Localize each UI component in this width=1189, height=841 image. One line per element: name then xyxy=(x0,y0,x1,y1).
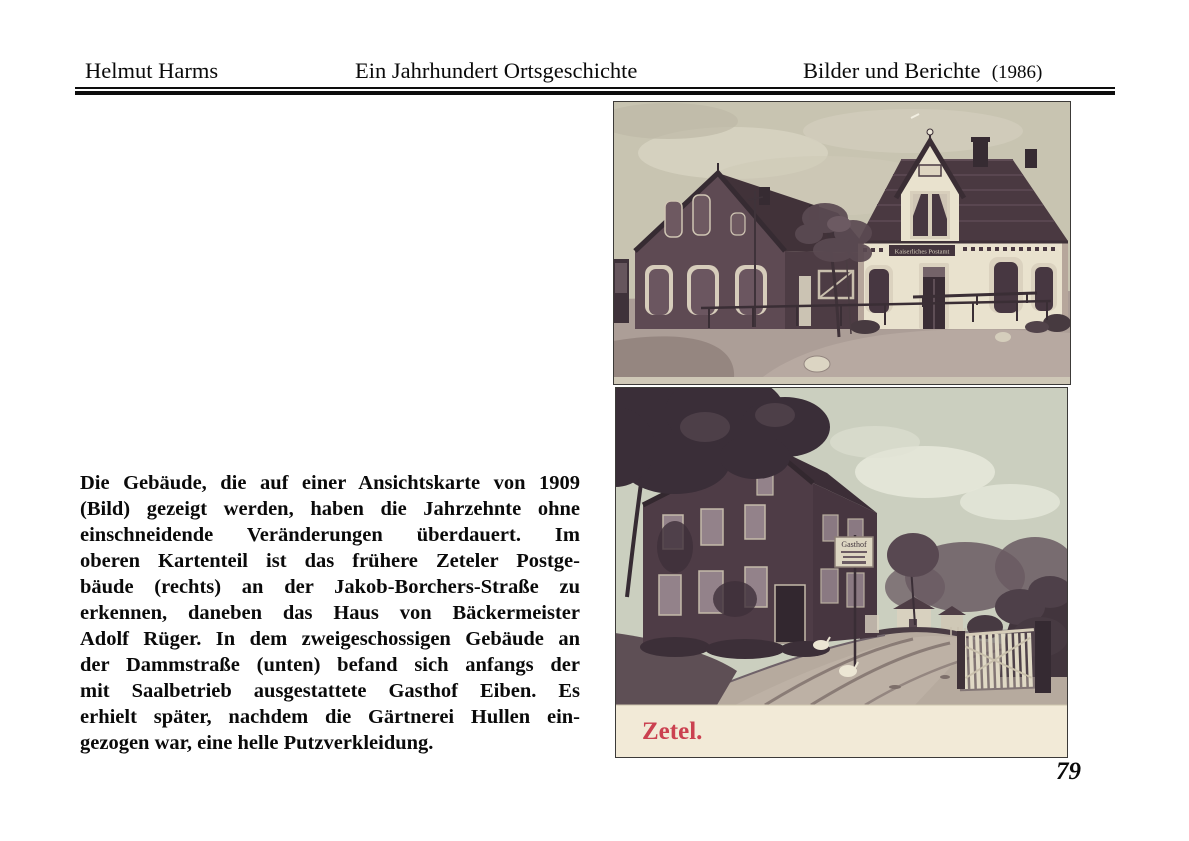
picket-gate xyxy=(958,629,1038,692)
photo-caption: Zetel. xyxy=(642,718,703,745)
caption-strip xyxy=(615,705,1068,758)
header-edition-year: (1986) xyxy=(991,62,1043,83)
paragraph-line-3: einschneidende Veränderungen überdauert. Im xyxy=(80,524,580,546)
paragraph-line-10: erhielt später, nachdem die Gärtnerei Hullen ein- xyxy=(80,706,580,728)
postcard-photo-bottom xyxy=(615,387,1068,758)
paragraph-line-4: oberen Kartenteil ist das frühere Zeteler Postge- xyxy=(80,550,580,572)
header-rule-thin xyxy=(75,87,1115,89)
gasthof-sign-text: Gasthof xyxy=(841,540,867,549)
header-rule-thick xyxy=(75,91,1115,95)
header-edition-name: Bilder und Berichte xyxy=(803,58,981,83)
paragraph-line-9: mit Saalbetrieb ausgestattete Gasthof Eiben. Es xyxy=(80,680,580,702)
header-author: Helmut Harms xyxy=(85,58,219,83)
postcard-photo-top xyxy=(613,101,1071,385)
paragraph-line-2: (Bild) gezeigt werden, haben die Jahrzehnte ohne xyxy=(80,498,580,520)
postamt-sign-text: Kaiserliches Postamt xyxy=(894,248,950,256)
paragraph-line-5: bäude (rechts) an der Jakob-Borchers-Straße zu xyxy=(80,576,580,598)
photo-top-figure xyxy=(613,101,1071,385)
paragraph-line-1: Die Gebäude, die auf einer Ansichtskarte von 1909 xyxy=(80,472,580,494)
paragraph-line-11: gezogen war, eine helle Putzverkleidung. xyxy=(80,732,434,754)
page-number: 79 xyxy=(1056,758,1081,785)
paragraph-line-7: Adolf Rüger. In dem zweigeschossigen Gebäude an xyxy=(80,628,580,650)
gable-plaque xyxy=(919,165,941,176)
white-stone xyxy=(804,356,830,372)
paragraph-line-6: erkennen, daneben das Haus von Bäckermeister xyxy=(80,602,580,624)
photo-bottom-figure xyxy=(615,387,1068,758)
white-post xyxy=(799,276,811,326)
paragraph-line-8: der Dammstraße (unten) befand sich anfangs der xyxy=(80,654,580,676)
body-paragraph xyxy=(80,470,580,756)
header-edition xyxy=(803,58,1042,84)
header-title: Ein Jahrhundert Ortsgeschichte xyxy=(355,58,638,83)
white-stone-small xyxy=(995,332,1011,342)
